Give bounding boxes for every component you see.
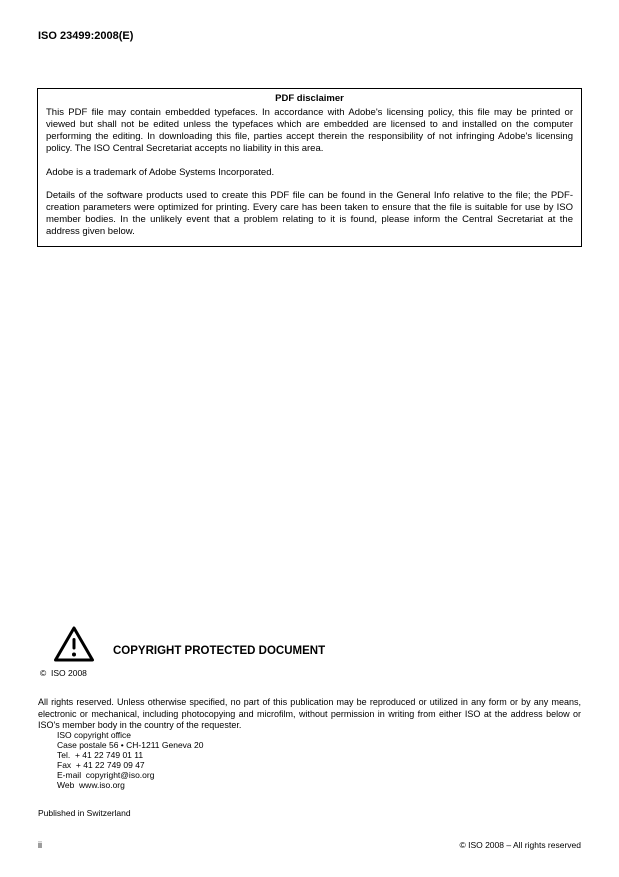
address-line: Fax + 41 22 749 09 47 (57, 760, 145, 771)
published-in-line: Published in Switzerland (38, 808, 131, 818)
copyright-protected-header (53, 625, 325, 663)
pdf-disclaimer-box (37, 88, 582, 247)
warning-triangle-icon (53, 625, 95, 663)
pdf-disclaimer-title: PDF disclaimer (275, 93, 344, 104)
all-rights-reserved-paragraph: All rights reserved. Unless otherwise specified, no part of this publication may be reproduced or utilized in any form or by any means, electronic or mechanical, including photocopying and microfilm, without permission in writing from either ISO at the address below or ISO's member body in the country of the requester. (38, 697, 581, 731)
copyright-protected-heading: COPYRIGHT PROTECTED DOCUMENT (113, 645, 326, 657)
footer-copyright-notice: © ISO 2008 – All rights reserved (459, 840, 581, 850)
copyright-year-line: © ISO 2008 (40, 668, 87, 678)
iso-copyright-office-address (57, 730, 203, 790)
pdf-disclaimer-paragraph: This PDF file may contain embedded typefaces. In accordance with Adobe's licensing policy, this file may be printed or viewed but shall not be edited unless the typefaces which are embedded are licensed to and installed on the computer performing the editing. In downloading this file, parties accept therein the responsibility of not infringing Adobe's licensing policy. The ISO Central Secretariat accepts no liability in this area. (46, 107, 573, 155)
address-line: E-mail copyright@iso.org (57, 770, 155, 781)
document-number: ISO 23499:2008(E) (38, 30, 134, 42)
pdf-disclaimer-paragraph: Details of the software products used to create this PDF file can be found in the General Info relative to the file; the PDF-creation parameters were optimized for printing. Every care has been taken to ensure that the file is suitable for use by ISO member bodies. In the unlikely event that a problem relating to it is found, please inform the Central Secretariat at the address given below. (46, 189, 573, 238)
page-number: ii (38, 840, 42, 850)
address-line: ISO copyright office (57, 730, 132, 740)
address-line: Case postale 56 • CH-1211 Geneva 20 (57, 740, 204, 751)
page-footer (38, 840, 581, 850)
address-line: Tel. + 41 22 749 01 11 (57, 750, 144, 761)
address-line: Web www.iso.org (57, 780, 125, 791)
pdf-disclaimer-paragraph: Adobe is a trademark of Adobe Systems Incorporated. (46, 166, 275, 178)
